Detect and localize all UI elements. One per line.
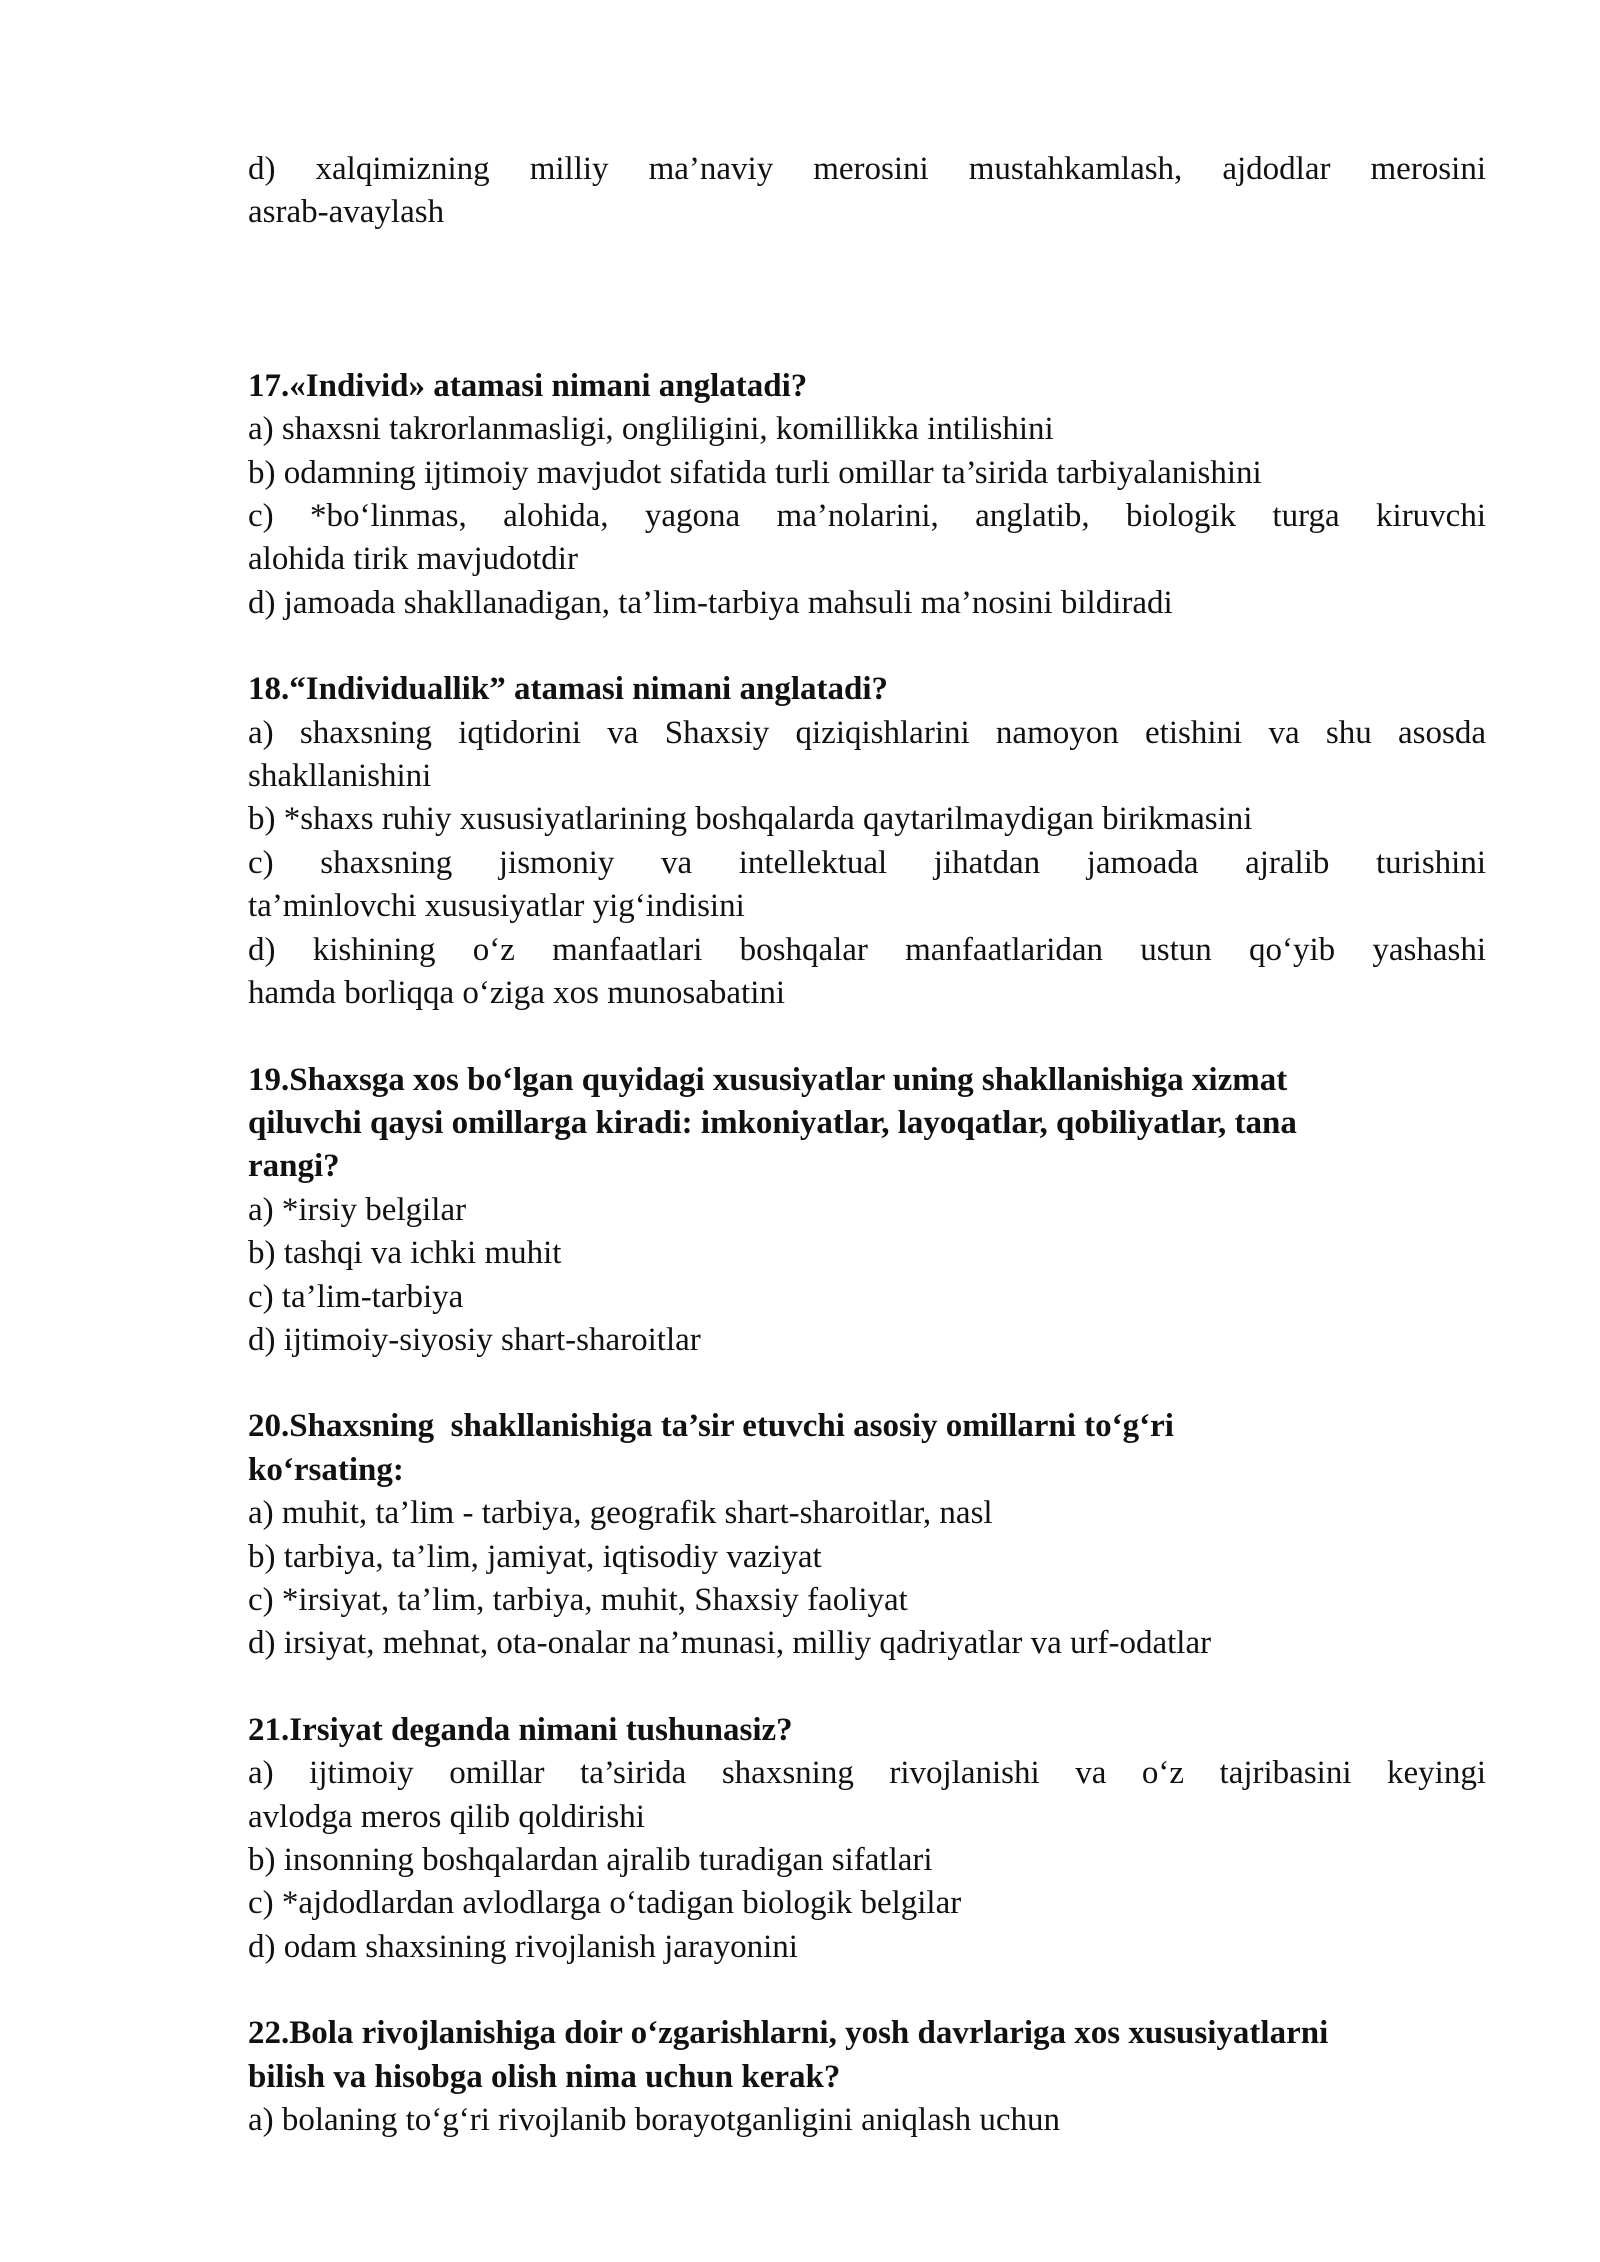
option-a: a) muhit, ta’lim - tarbiya, geografik shart-sharoitlar, nasl [248,1495,993,1532]
option-c-cont: ta’minlovchi xususiyatlar yig‘indisini [248,888,745,925]
question-20 [248,1405,1486,1665]
question-title: 21.Irsiyat deganda nimani tushunasiz? [248,1711,793,1748]
option-d: d) kishining o‘z manfaatlari boshqalar manfaatlaridan ustun qo‘yib yashashi [248,931,1486,968]
question-title-cont: qiluvchi qaysi omillarga kiradi: imkoniyatlar, layoqatlar, qobiliyatlar, tana [248,1104,1297,1141]
option-d: d) jamoada shakllanadigan, ta’lim-tarbiya mahsuli ma’nosini bildiradi [248,584,1173,621]
question-title-cont: bilish va hisobga olish nima uchun kerak? [248,2058,841,2095]
option-d: d) ijtimoiy-siyosiy shart-sharoitlar [248,1321,701,1358]
question-title: 17.«Individ» atamasi nimani anglatadi? [248,367,808,404]
option-c-cont: alohida tirik mavjudotdir [248,541,578,578]
question-title-cont: rangi? [248,1148,340,1185]
option-a: a) shaxsning iqtidorini va Shaxsiy qiziqishlarini namoyon etishini va shu asosda [248,714,1486,751]
question-title: 22.Bola rivojlanishiga doir o‘zgarishlarni, yosh davrlariga xos xususiyatlarni [248,2015,1329,2052]
question-22 [248,2012,1486,2142]
document-page [248,148,1486,2142]
question-17 [248,365,1486,625]
option-d: d) odam shaxsining rivojlanish jarayonini [248,1928,798,1965]
option-a-cont: shakllanishini [248,758,432,795]
question-title: 20.Shaxsning shakllanishiga ta’sir etuvchi asosiy omillarni to‘g‘ri [248,1408,1174,1445]
option-a: a) *irsiy belgilar [248,1191,467,1228]
question-18 [248,668,1486,1015]
question-19 [248,1059,1486,1363]
option-c: c) *ajdodlardan avlodlarga o‘tadigan biologik belgilar [248,1885,962,1922]
option-b: b) insonning boshqalardan ajralib turadigan sifatlari [248,1842,933,1878]
option-b: b) odamning ijtimoiy mavjudot sifatida turli omillar ta’sirida tarbiyalanishini [248,454,1262,491]
option-d: d) irsiyat, mehnat, ota-onalar na’munasi, milliy qadriyatlar va urf-odatlar [248,1625,1212,1662]
previous-question-option-d [248,148,1486,235]
option-a-cont: avlodga meros qilib qoldirishi [248,1798,645,1835]
option-c: c) *irsiyat, ta’lim, tarbiya, muhit, Shaxsiy faoliyat [248,1581,908,1618]
question-title: 19.Shaxsga xos bo‘lgan quyidagi xususiyatlar uning shakllanishiga xizmat [248,1061,1288,1098]
option-b: b) tarbiya, ta’lim, jamiyat, iqtisodiy vaziyat [248,1538,822,1575]
option-a: a) bolaning to‘g‘ri rivojlanib borayotganligini aniqlash uchun [248,2102,1060,2139]
question-title-cont: ko‘rsating: [248,1451,404,1488]
option-line: asrab-avaylash [248,194,445,231]
option-a: a) ijtimoiy omillar ta’sirida shaxsning rivojlanishi va o‘z tajribasini keyingi [248,1755,1486,1792]
option-b: b) *shaxs ruhiy xususiyatlarining boshqalarda qaytarilmaydigan birikmasini [248,801,1253,838]
option-b: b) tashqi va ichki muhit [248,1235,562,1272]
question-21 [248,1709,1486,1969]
option-c: c) ta’lim-tarbiya [248,1278,464,1315]
option-c: c) shaxsning jismoniy va intellektual jihatdan jamoada ajralib turishini [248,844,1486,881]
option-d-cont: hamda borliqqa o‘ziga xos munosabatini [248,975,786,1012]
option-c: c) *bo‘linmas, alohida, yagona ma’nolarini, anglatib, biologik turga kiruvchi [248,498,1486,535]
option-a: a) shaxsni takrorlanmasligi, ongliligini, komillikka intilishini [248,411,1054,448]
option-line: d) xalqimizning milliy ma’naviy merosini mustahkamlash, ajdodlar merosini [248,151,1486,187]
question-title: 18.“Individuallik” atamasi nimani anglatadi? [248,671,889,708]
